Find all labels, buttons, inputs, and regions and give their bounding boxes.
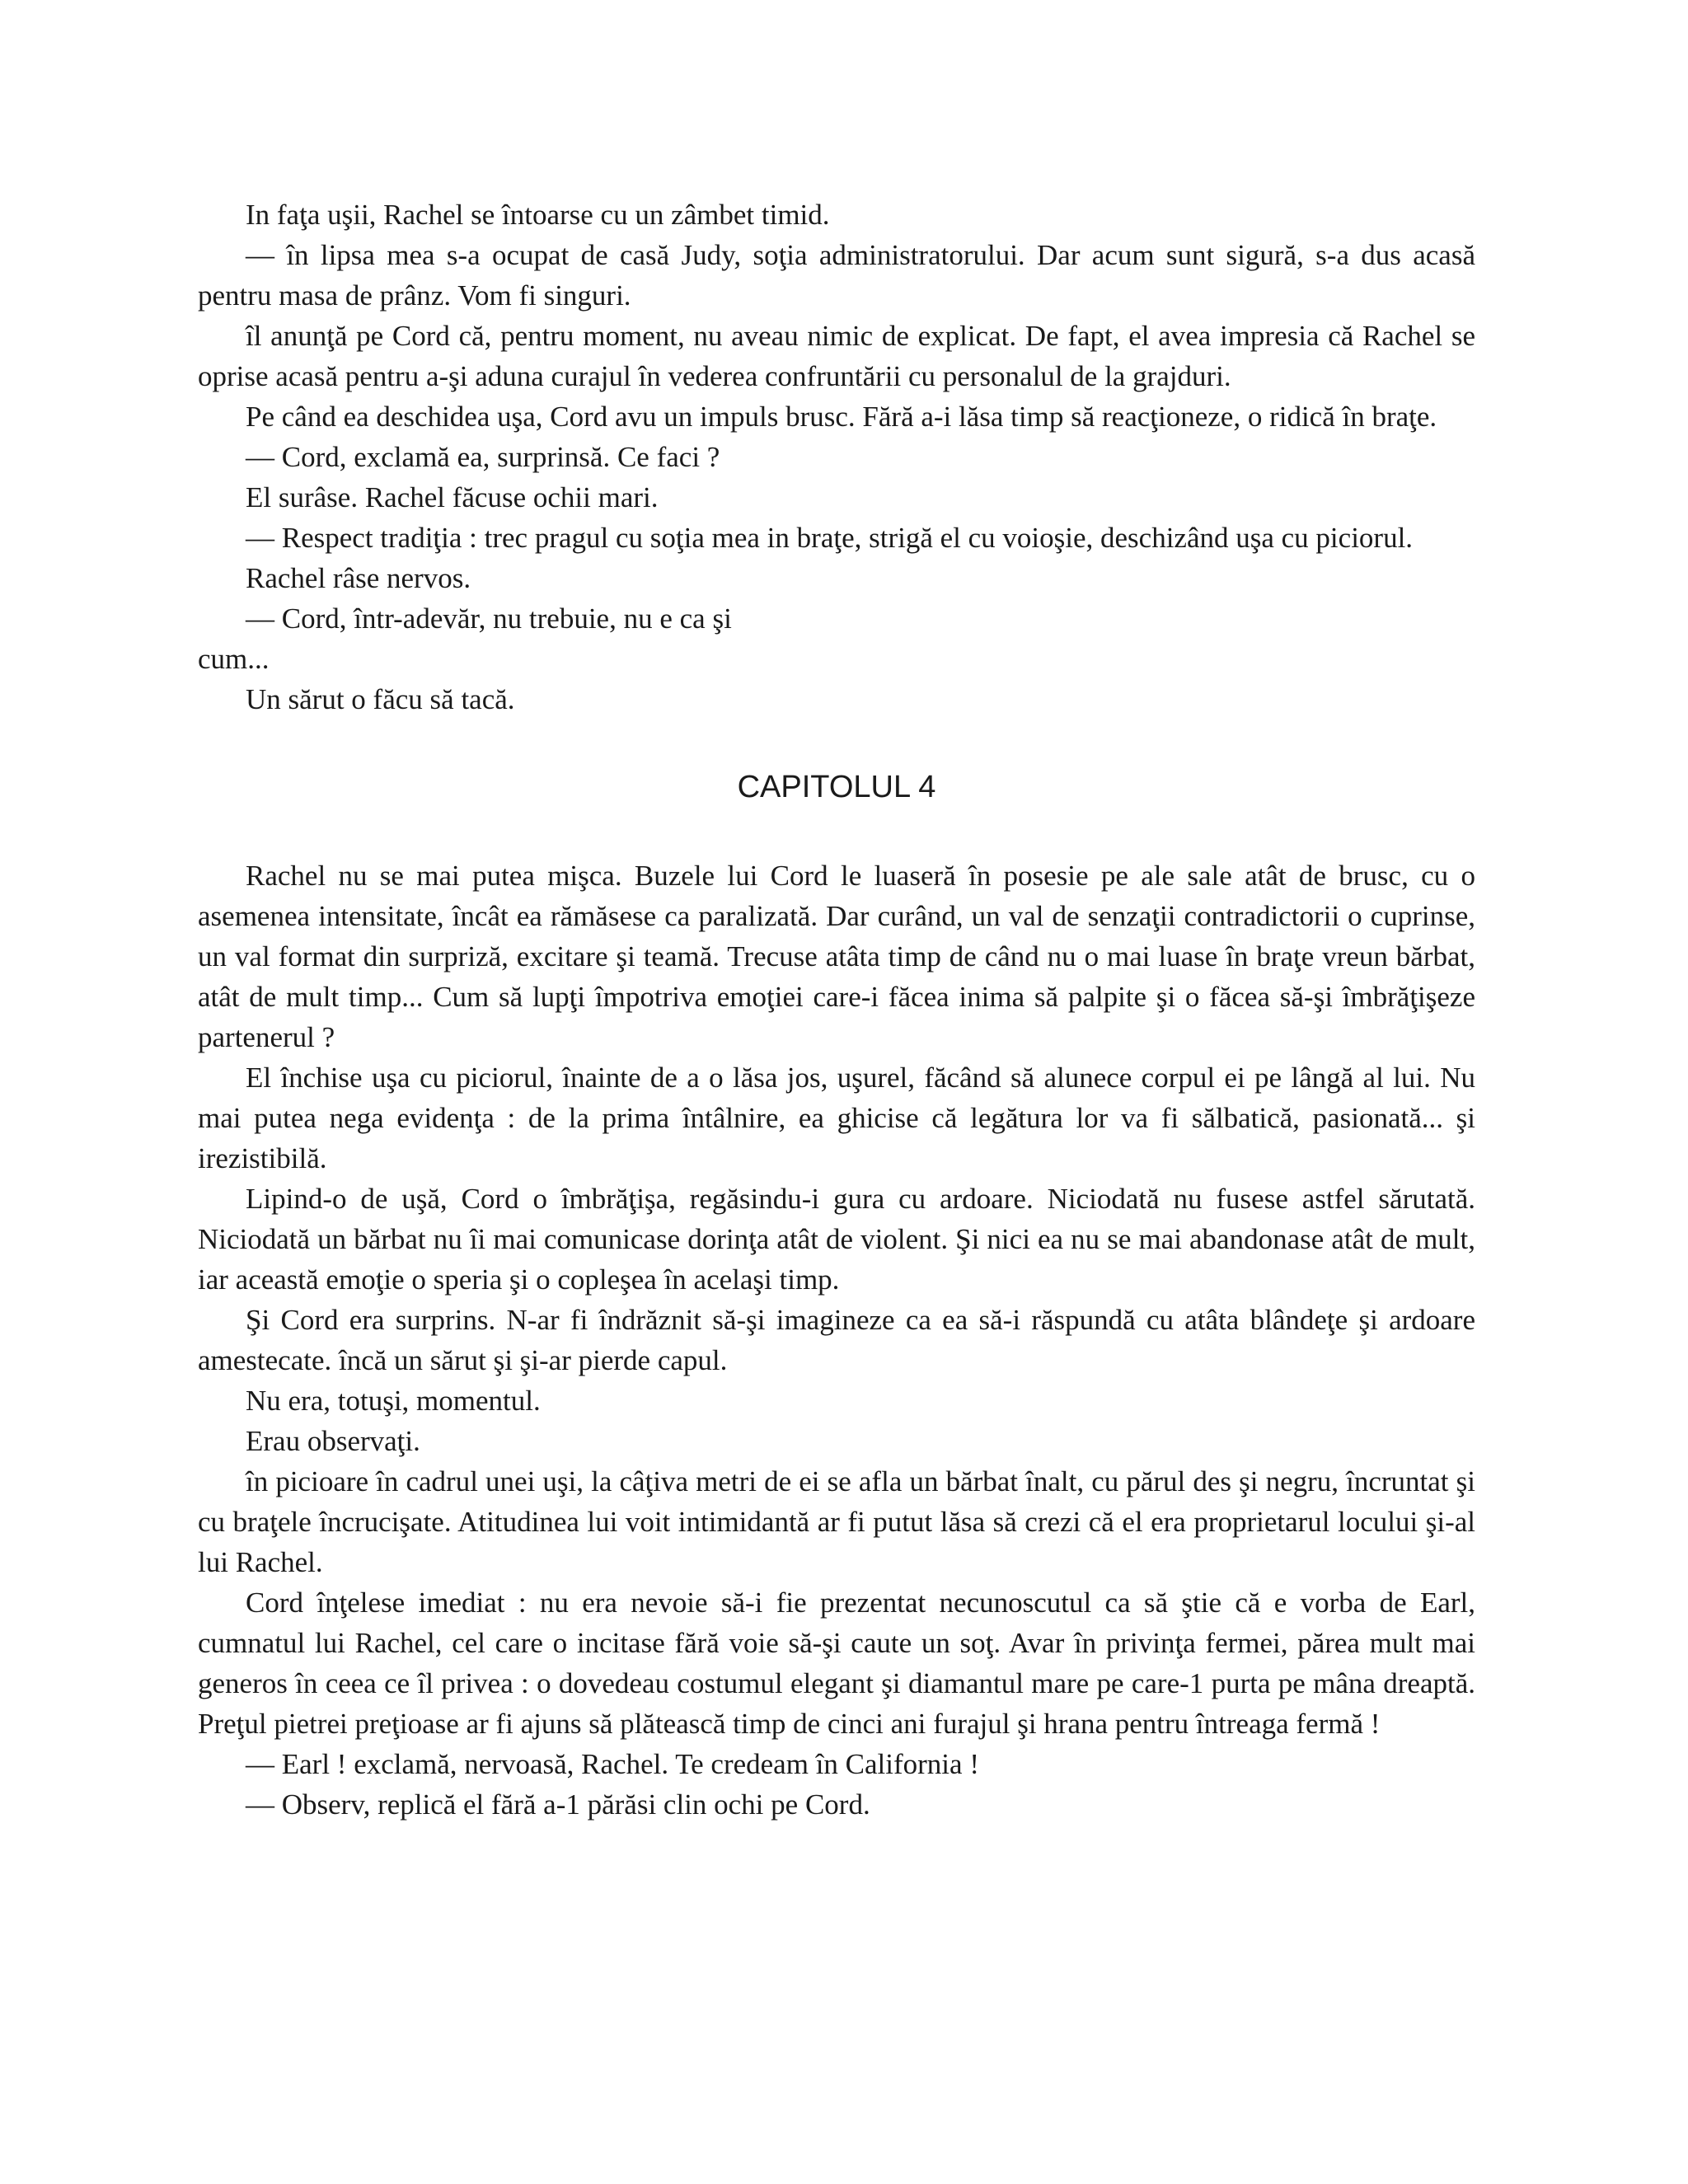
broken-line: cum... bbox=[198, 643, 270, 675]
paragraph: — Cord, exclamă ea, surprinsă. Ce faci ? bbox=[246, 441, 720, 473]
paragraph: — în lipsa mea s-a ocupat de casă Judy, soţia administratorului. Dar acum sunt sigură, s-a dus acasă pentru masa de prânz. Vom fi singuri. bbox=[198, 239, 1475, 312]
paragraph: — Respect tradiţia : trec pragul cu soţia mea in braţe, strigă el cu voioşie, deschizând uşa cu piciorul. bbox=[246, 522, 1414, 554]
paragraph: — Cord, într-adevăr, nu trebuie, nu e ca şi bbox=[246, 602, 732, 635]
paragraph: Un sărut o făcu să tacă. bbox=[246, 683, 515, 715]
chapter-heading: CAPITOLUL 4 bbox=[737, 770, 936, 804]
paragraph: Erau observaţi. bbox=[246, 1425, 420, 1457]
paragraph: In faţa uşii, Rachel se întoarse cu un zâmbet timid. bbox=[246, 199, 830, 231]
paragraph: Rachel râse nervos. bbox=[246, 562, 471, 594]
book-page bbox=[198, 194, 1475, 1825]
paragraph: El închise uşa cu piciorul, înainte de a o lăsa jos, uşurel, făcând să alunece corpul ei pe lângă al lui. Nu mai putea nega evidenţa : de la prima întâlnire, ea ghicise că legătura lor va fi sălbatică, pasionată... şi irezistibilă. bbox=[198, 1062, 1475, 1174]
paragraph: Pe când ea deschidea uşa, Cord avu un impuls brusc. Fără a-i lăsa timp să reacţioneze, o ridică în braţe. bbox=[246, 401, 1437, 433]
paragraph: Cord înţelese imediat : nu era nevoie să-i fie prezentat necunoscutul ca să ştie că e vorba de Earl, cumnatul lui Rachel, cel care o incitase fără voie să-şi caute un soţ. Avar în privinţa fermei, părea mult mai generos în ceea ce îl privea : o dovedeau costumul elegant şi diamantul mare pe care-1 purta pe mâna dreaptă. Preţul pietrei preţioase ar fi ajuns să plătească timp de cinci ani furajul şi hrana pentru întreaga fermă ! bbox=[198, 1586, 1475, 1740]
paragraph: îl anunţă pe Cord că, pentru moment, nu aveau nimic de explicat. De fapt, el avea impresia că Rachel se oprise acasă pentru a-şi aduna curajul în vederea confruntării cu personalul de la grajduri. bbox=[198, 320, 1475, 392]
paragraph: Şi Cord era surprins. N-ar fi îndrăznit să-şi imagineze ca ea să-i răspundă cu atâta blândeţe şi ardoare amestecate. încă un sărut şi şi-ar pierde capul. bbox=[198, 1304, 1475, 1376]
paragraph: — Observ, replică el fără a-1 părăsi clin ochi pe Cord. bbox=[246, 1788, 870, 1821]
paragraph: Rachel nu se mai putea mişca. Buzele lui Cord le luaseră în posesie pe ale sale atât de brusc, cu o asemenea intensitate, încât ea rămăsese ca paralizată. Dar curând, un val de senzaţii contradictorii o cuprinse, un val format din surpriză, excitare şi teamă. Trecuse atâta timp de când nu o mai luase în braţe vreun bărbat, atât de mult timp... Cum să lupţi împotriva emoţiei care-i făcea inima să palpite şi o făcea să-şi îmbrăţişeze partenerul ? bbox=[198, 860, 1475, 1053]
paragraph: El surâse. Rachel făcuse ochii mari. bbox=[246, 481, 659, 513]
paragraph: — Earl ! exclamă, nervoasă, Rachel. Te credeam în California ! bbox=[246, 1748, 979, 1780]
paragraph: Lipind-o de uşă, Cord o îmbrăţişa, regăsindu-i gura cu ardoare. Niciodată nu fusese astfel sărutată. Niciodată un bărbat nu îi mai comunicase dorinţa atât de violent. Şi nici ea nu se mai abandonase atât de mult, iar această emoţie o speria şi o copleşea în acelaşi timp. bbox=[198, 1183, 1475, 1296]
paragraph: în picioare în cadrul unei uşi, la câţiva metri de ei se afla un bărbat înalt, cu părul des şi negru, încruntat şi cu braţele încrucişate. Atitudinea lui voit intimidantă ar fi putut lăsa să crezi că el era proprietarul locului şi-al lui Rachel. bbox=[198, 1465, 1475, 1578]
paragraph: Nu era, totuşi, momentul. bbox=[246, 1385, 541, 1417]
